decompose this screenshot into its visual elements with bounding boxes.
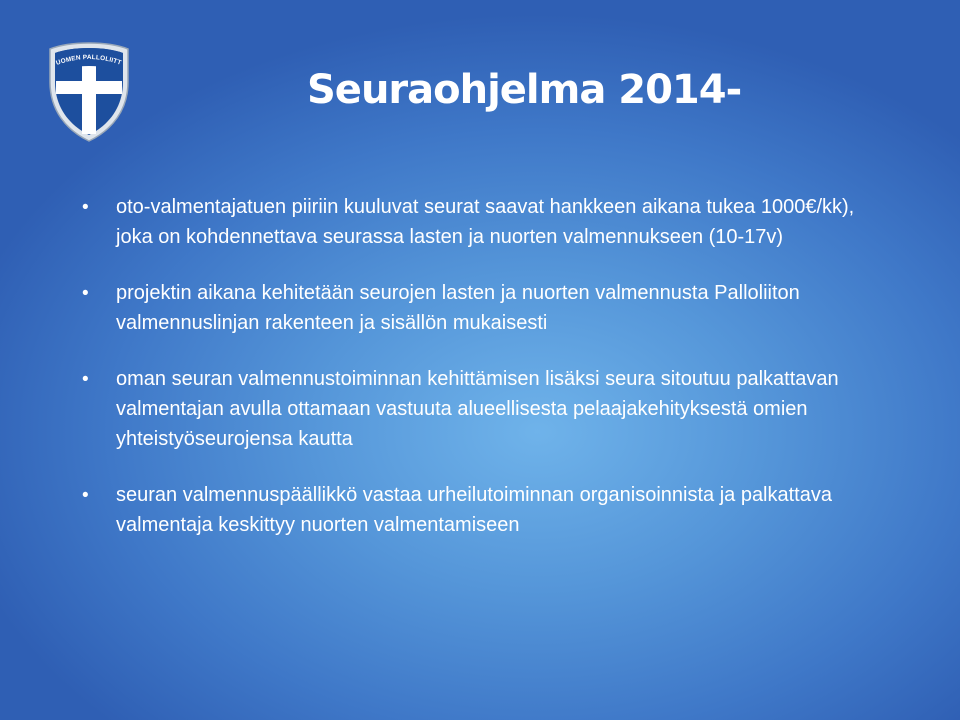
bullet-dot: • xyxy=(82,197,89,218)
bullet-text: oto-valmentajatuen piiriin kuuluvat seurat saavat hankkeen aikana tukea 1000€/kk), joka on kohdennettava seurassa lasten ja nuorten valmennukseen (10-17v) xyxy=(116,196,855,248)
bullet-dot: • xyxy=(82,369,89,390)
slide-title: Seuraohjelma 2014- xyxy=(307,67,742,113)
bullet-dot: • xyxy=(82,283,89,304)
list-item xyxy=(82,364,882,454)
bullet-text: oman seuran valmennustoiminnan kehittämisen lisäksi seura sitoutuu palkattavan valmentajan avulla ottamaan vastuuta alueellisesta pelaajakehityksestä omien yhteistyöseurojensa kautta xyxy=(116,368,839,450)
list-item xyxy=(82,192,882,252)
logo-text: UOMEN PALLOLIITT xyxy=(55,53,123,67)
bullet-list xyxy=(82,192,882,566)
bullet-text: seuran valmennuspäällikkö vastaa urheilutoiminnan organisoinnista ja palkattava valmentaja keskittyy nuorten valmentamiseen xyxy=(116,484,832,536)
suomen-palloliitto-shield-icon xyxy=(44,40,134,144)
bullet-dot: • xyxy=(82,485,89,506)
bullet-text: projektin aikana kehitetään seurojen lasten ja nuorten valmennusta Palloliiton valmennuslinjan rakenteen ja sisällön mukaisesti xyxy=(116,282,800,334)
list-item xyxy=(82,278,882,338)
list-item xyxy=(82,480,882,540)
